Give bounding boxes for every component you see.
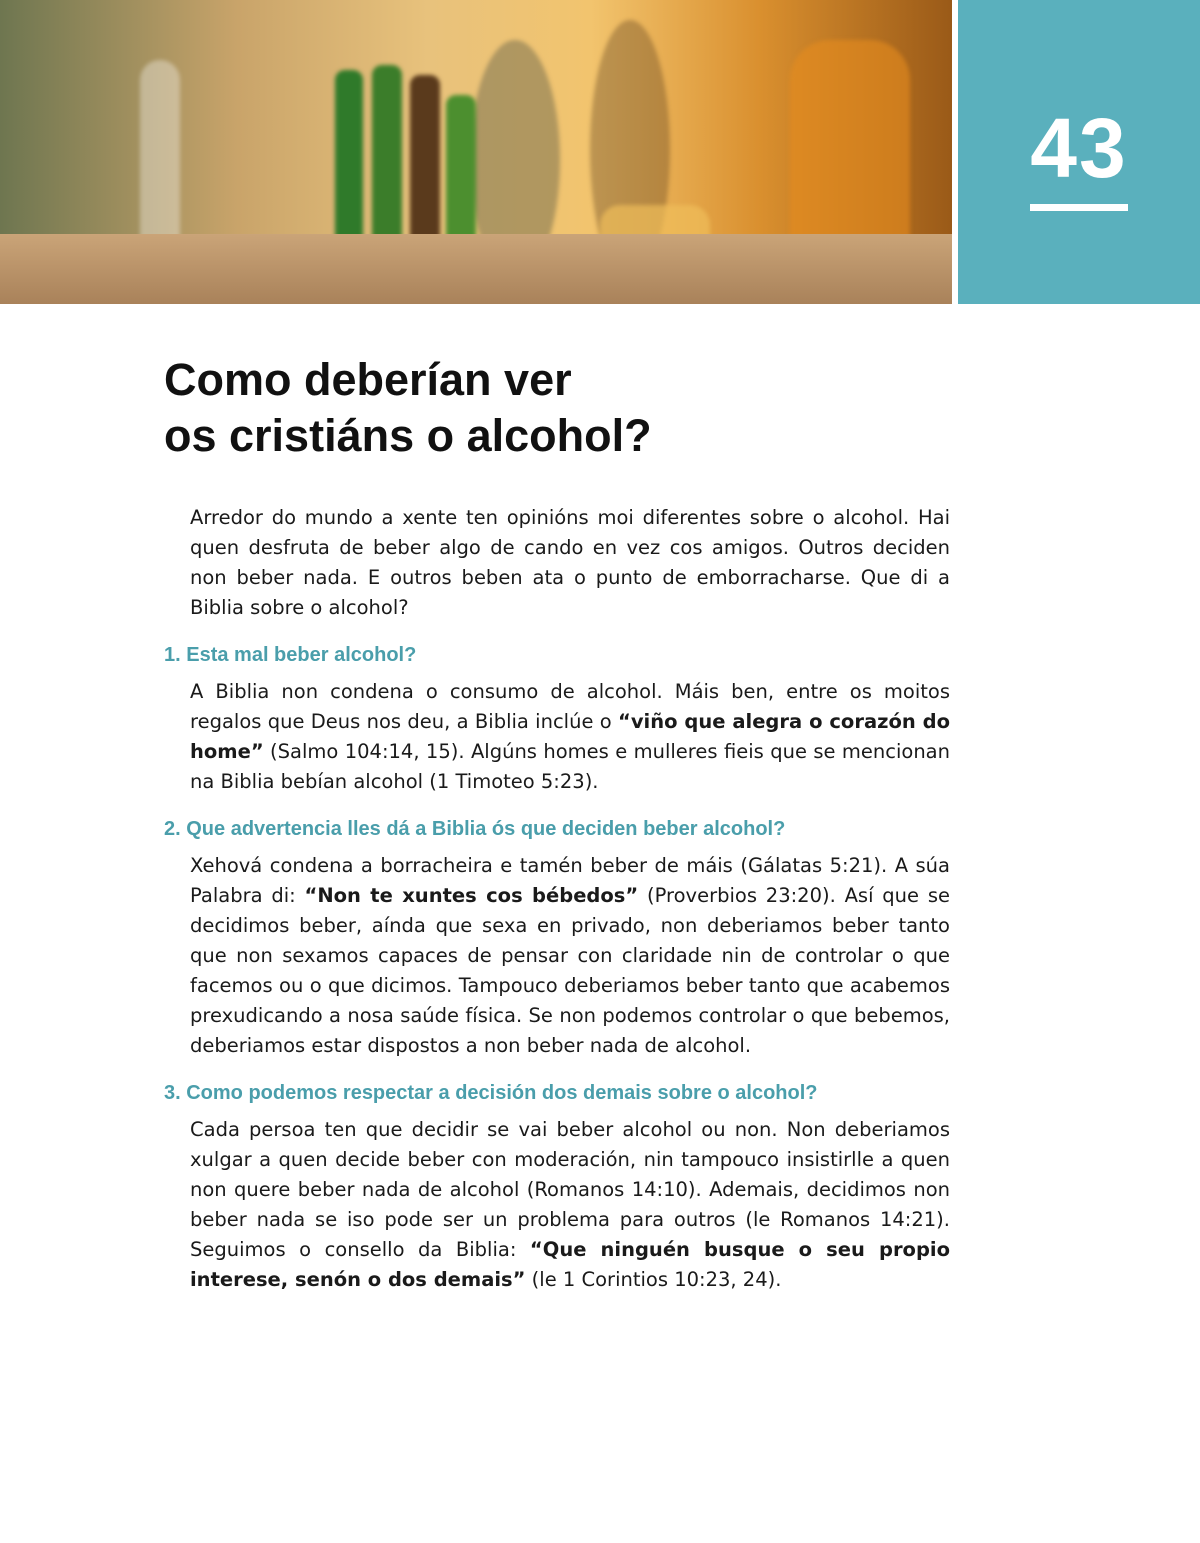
question-2-heading: 2. Que advertencia lles dá a Biblia ós que deciden beber alcohol? <box>164 818 786 840</box>
answer-3-text: Cada persoa ten que decidir se vai beber alcohol ou non. Non deberiamos xulgar a quen decide beber con moderación, nin tampouco insistirlle a quen non quere beber nada de alcohol (Romanos 14:10). Ademais, decidimos non beber nada se iso pode ser un problema para outros (le Romanos 14:21). Seguimos o consello da Biblia: <box>190 1118 950 1261</box>
answer-1-paragraph <box>190 677 950 797</box>
title-line-2: os cristiáns o alcohol? <box>164 410 652 461</box>
answer-1-text: A Biblia non condena o consumo de alcohol. Máis ben, entre os moitos regalos que Deus nos deu, a Biblia inclúe o <box>190 680 950 733</box>
title-line-1: Como deberían ver <box>164 354 572 405</box>
answer-1-text-end: (Salmo 104:14, 15). Algúns homes e mulleres fieis que se mencionan na Biblia bebían alcohol (1 Timoteo 5:23). <box>190 740 950 793</box>
answer-3-paragraph <box>190 1115 950 1295</box>
answer-2-text-end: (Proverbios 23:20). Así que se decidimos beber, aínda que sexa en privado, non deberiamos beber tanto que non sexamos capaces de pensar con claridade nin de controlar o que facemos ou o que dicimos. Tampouco deberiamos beber tanto que acabemos prexudicando a nosa saúde física. Se non podemos controlar o que bebemos, deberiamos estar dispostos a non beber nada de alcohol. <box>190 884 950 1057</box>
page-title <box>164 352 884 464</box>
question-1-heading: 1. Esta mal beber alcohol? <box>164 644 417 666</box>
intro-paragraph: Arredor do mundo a xente ten opinións moi diferentes sobre o alcohol. Hai quen desfruta de beber algo de cando en vez cos amigos. Outros deciden non beber nada. E outros beben ata o punto de emborracharse. Que di a Biblia sobre o alcohol? <box>190 506 950 619</box>
answer-2-paragraph <box>190 851 950 1061</box>
question-3-heading: 3. Como podemos respectar a decisión dos demais sobre o alcohol? <box>164 1082 818 1104</box>
table-surface <box>0 234 952 304</box>
lesson-number-rule <box>1030 204 1128 211</box>
answer-2-text: Xehová condena a borracheira e tamén beber de máis (Gálatas 5:21). A súa Palabra di: <box>190 854 950 907</box>
answer-1-quote: “viño que alegra o corazón do home” <box>190 710 950 763</box>
header-photo <box>0 0 952 304</box>
lesson-number: 43 <box>1030 101 1128 195</box>
answer-3-quote: “Que ninguén busque o seu propio interese, senón o dos demais” <box>190 1238 950 1291</box>
answer-3-text-end: (le 1 Corintios 10:23, 24). <box>525 1268 782 1291</box>
lesson-number-block <box>958 0 1200 304</box>
answer-2-quote: “Non te xuntes cos bébedos” <box>304 884 639 907</box>
